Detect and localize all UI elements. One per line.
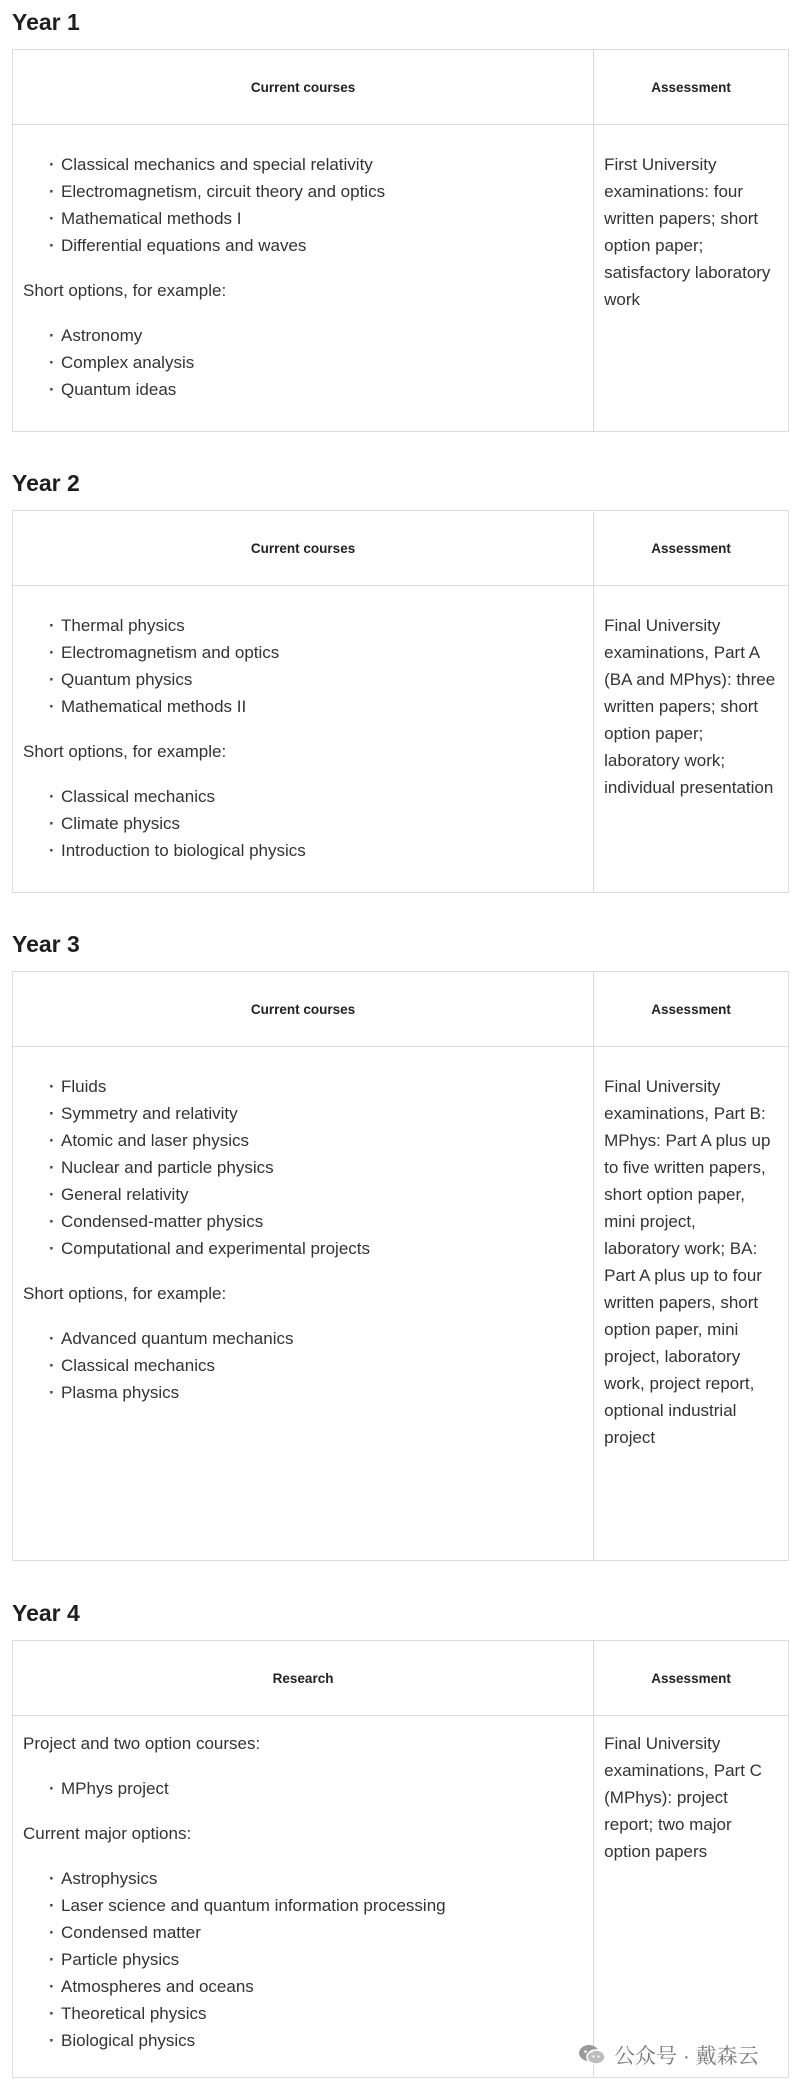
list-item: · Classical mechanics and special relativity <box>51 151 583 178</box>
courses-column-header: Current courses <box>13 972 594 1047</box>
course-list <box>23 1073 583 1262</box>
course-list <box>23 151 583 259</box>
watermark-text: 公众号 · 戴森云 <box>614 2045 759 2068</box>
list-item: · Biological physics <box>51 2027 583 2054</box>
table-row <box>13 1716 789 2078</box>
table-header-row <box>13 972 789 1047</box>
major-options-label: Current major options: <box>23 1824 192 1843</box>
list-item: · Electromagnetism and optics <box>51 639 583 666</box>
assessment-cell: Final University examinations, Part B: MPhys: Part A plus up to five written papers, short option paper, mini project, laboratory work; BA: Part A plus up to four written papers, short option paper, mini project, laboratory work, project report, optional industrial project <box>594 1047 789 1561</box>
list-item: · Mathematical methods II <box>51 693 583 720</box>
table-header-row <box>13 1641 789 1716</box>
table-row <box>13 125 789 432</box>
list-item: · Classical mechanics <box>51 1352 583 1379</box>
course-list <box>23 612 583 720</box>
year-3-table <box>12 971 789 1561</box>
list-item: · Nuclear and particle physics <box>51 1154 583 1181</box>
list-item: · Thermal physics <box>51 612 583 639</box>
list-item: · Laser science and quantum information processing <box>51 1892 583 1919</box>
courses-column-header: Current courses <box>13 50 594 125</box>
table-row <box>13 1047 789 1561</box>
year-2-table <box>12 510 789 893</box>
list-item: · Theoretical physics <box>51 2000 583 2027</box>
list-item: · Complex analysis <box>51 349 583 376</box>
research-column-header: Research <box>13 1641 594 1716</box>
short-options-list <box>23 322 583 403</box>
year-4-table <box>12 1640 789 2078</box>
courses-cell <box>13 125 594 432</box>
list-item: · Quantum ideas <box>51 376 583 403</box>
list-item: · Introduction to biological physics <box>51 837 583 864</box>
list-item: · Atomic and laser physics <box>51 1127 583 1154</box>
project-options-label: Project and two option courses: <box>23 1734 261 1753</box>
list-item: · Astrophysics <box>51 1865 583 1892</box>
list-item: · Atmospheres and oceans <box>51 1973 583 2000</box>
courses-cell <box>13 586 594 893</box>
wechat-icon <box>578 2044 606 2066</box>
list-item: · MPhys project <box>51 1775 583 1802</box>
list-item: · Classical mechanics <box>51 783 583 810</box>
list-item: · Astronomy <box>51 322 583 349</box>
assessment-column-header: Assessment <box>594 1641 789 1716</box>
list-item: · Mathematical methods I <box>51 205 583 232</box>
short-options-label: Short options, for example: <box>23 281 227 300</box>
assessment-cell: Final University examinations, Part C (MPhys): project report; two major option papers <box>594 1716 789 2078</box>
year-4-title: Year 4 <box>12 1600 80 1626</box>
courses-column-header: Current courses <box>13 511 594 586</box>
list-item: · Computational and experimental projects <box>51 1235 583 1262</box>
list-item: · Symmetry and relativity <box>51 1100 583 1127</box>
watermark <box>578 2040 759 2070</box>
list-item: · Fluids <box>51 1073 583 1100</box>
table-row <box>13 586 789 893</box>
year-2-title: Year 2 <box>12 470 80 496</box>
year-1-title: Year 1 <box>12 9 80 35</box>
year-3-title: Year 3 <box>12 931 80 957</box>
assessment-column-header: Assessment <box>594 50 789 125</box>
list-item: · Differential equations and waves <box>51 232 583 259</box>
short-options-label: Short options, for example: <box>23 1284 227 1303</box>
short-options-list <box>23 783 583 864</box>
assessment-column-header: Assessment <box>594 972 789 1047</box>
list-item: · Condensed matter <box>51 1919 583 1946</box>
list-item: · Quantum physics <box>51 666 583 693</box>
table-header-row <box>13 511 789 586</box>
courses-cell <box>13 1047 594 1561</box>
assessment-cell: First University examinations: four written papers; short option paper; satisfactory laboratory work <box>594 125 789 432</box>
major-options-list <box>23 1865 583 2054</box>
year-1-table <box>12 49 789 432</box>
list-item: · General relativity <box>51 1181 583 1208</box>
list-item: · Plasma physics <box>51 1379 583 1406</box>
list-item: · Electromagnetism, circuit theory and optics <box>51 178 583 205</box>
table-header-row <box>13 50 789 125</box>
list-item: · Particle physics <box>51 1946 583 1973</box>
assessment-column-header: Assessment <box>594 511 789 586</box>
list-item: · Climate physics <box>51 810 583 837</box>
list-item: · Advanced quantum mechanics <box>51 1325 583 1352</box>
assessment-cell: Final University examinations, Part A (BA and MPhys): three written papers; short option paper; laboratory work; individual presentation <box>594 586 789 893</box>
research-cell <box>13 1716 594 2078</box>
list-item: · Condensed-matter physics <box>51 1208 583 1235</box>
short-options-list <box>23 1325 583 1406</box>
short-options-label: Short options, for example: <box>23 742 227 761</box>
project-list <box>23 1775 583 1802</box>
